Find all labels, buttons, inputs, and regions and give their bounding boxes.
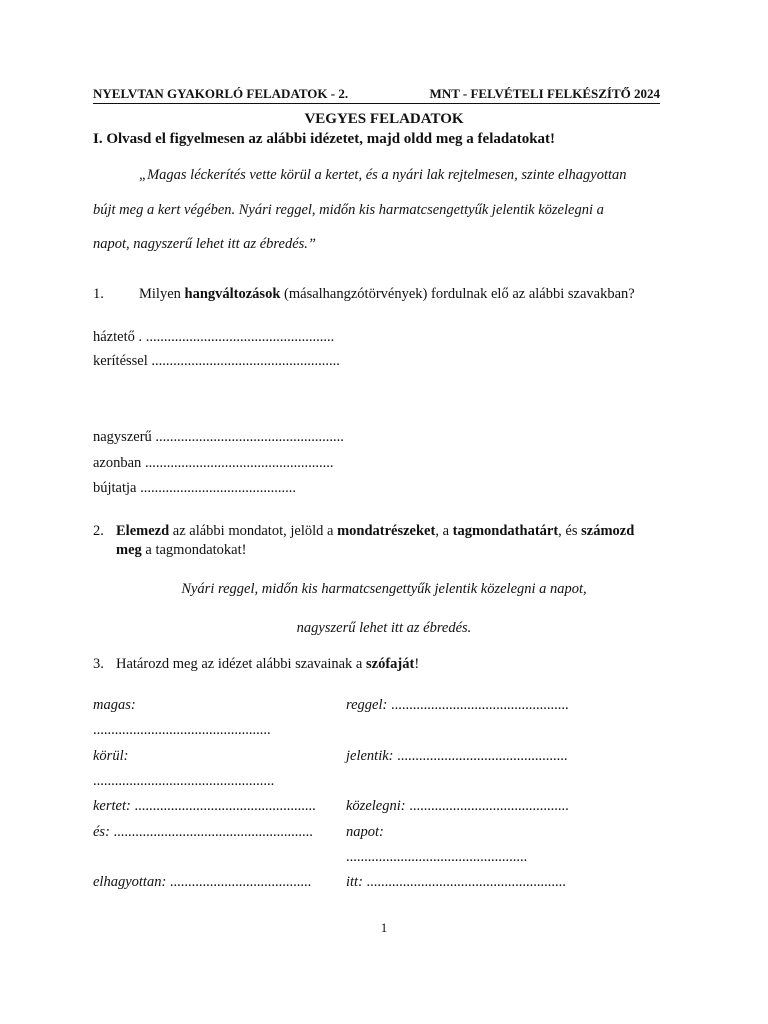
q3-number: 3. xyxy=(93,656,104,672)
q3-word-label: itt: xyxy=(346,874,367,890)
q3-text xyxy=(116,656,419,673)
q2-number: 2. xyxy=(93,523,104,539)
q3-word-label: közelegni: xyxy=(346,798,410,814)
q3-word-label: körül: xyxy=(93,748,129,764)
q3-word-label: jelentik: xyxy=(346,748,398,764)
q3-word-elhagyottan xyxy=(93,874,311,891)
page-number: 1 xyxy=(380,920,388,935)
q3-word-label: reggel: xyxy=(346,697,391,713)
q1-text-bold: hangváltozások xyxy=(184,286,281,302)
q3-word-label: magas: xyxy=(93,697,136,713)
q2-text-line2 xyxy=(116,542,246,559)
q3-text-bold: szófaját xyxy=(366,656,415,672)
header-right: MNT - FELVÉTELI FELKÉSZÍTŐ 2024 xyxy=(429,86,660,101)
q3-text-pre: Határozd meg az idézet alábbi szavainak a xyxy=(116,656,366,672)
answer-dots[interactable]: .................................................... xyxy=(145,329,335,345)
task-instruction: I. Olvasd el figyelmesen az alábbi idézetet, majd oldd meg a feladatokat! xyxy=(93,131,556,147)
answer-dots[interactable]: ........................................... xyxy=(140,480,296,496)
q2-bold: Elemezd xyxy=(116,523,170,539)
q3-word-korul xyxy=(93,748,128,765)
answer-dots[interactable]: .................................................. xyxy=(134,798,316,814)
answer-dots[interactable]: ............................................... xyxy=(397,748,568,764)
answer-dots[interactable]: ................................................. xyxy=(93,722,271,738)
q3-word-label: elhagyottan: xyxy=(93,874,170,890)
q1-text-post: (másalhangzótörvények) fordulnak elő az alábbi szavakban? xyxy=(280,286,635,302)
q2-text: , a xyxy=(435,523,453,539)
q3-text-post: ! xyxy=(414,656,420,672)
page-title: VEGYES FELADATOK xyxy=(304,111,464,127)
q1-text xyxy=(139,286,635,303)
q1-word-label: kerítéssel xyxy=(93,353,152,369)
answer-dots[interactable]: .................................................... xyxy=(151,353,340,369)
answer-dots[interactable]: .................................................... xyxy=(155,429,344,445)
answer-dots[interactable]: ....................................................... xyxy=(113,824,313,840)
q1-text-pre: Milyen xyxy=(139,286,185,302)
answer-dots[interactable]: ....................................... xyxy=(169,874,312,890)
q3-word-napot xyxy=(346,824,384,841)
q1-word-label: azonban xyxy=(93,455,145,471)
answer-dots[interactable]: .................................................. xyxy=(93,773,275,789)
answer-dots[interactable]: .................................................. xyxy=(346,849,528,865)
q2-text-line1 xyxy=(116,523,634,540)
q3-word-jelentik xyxy=(346,748,568,765)
quote-line-3: napot, nagyszerű lehet itt az ébredés.” xyxy=(93,236,316,252)
q1-word-label: bújtatja xyxy=(93,480,141,496)
q3-word-reggel xyxy=(346,697,569,714)
q2-bold: tagmondathatárt xyxy=(452,523,559,539)
q2-bold: mondatrészeket xyxy=(337,523,436,539)
q3-word-kertet xyxy=(93,798,316,815)
page-header xyxy=(93,86,660,104)
q1-word-label: nagyszerű xyxy=(93,429,156,445)
q3-word-kozelegni xyxy=(346,798,569,815)
q3-word-label: kertet: xyxy=(93,798,135,814)
q1-word-bujtatja xyxy=(93,480,296,497)
q1-word-azonban xyxy=(93,455,333,472)
q2-text: az alábbi mondatot, jelöld a xyxy=(169,523,338,539)
quote-line-1: „Magas léckerítés vette körül a kertet, és a nyári lak rejtelmesen, szinte elhagyottan xyxy=(139,167,627,183)
header-left: NYELVTAN GYAKORLÓ FELADATOK - 2. xyxy=(93,86,349,101)
answer-dots[interactable]: .................................................... xyxy=(144,455,334,471)
q2-sentence-line-2: nagyszerű lehet itt az ébredés. xyxy=(296,620,472,636)
q1-word-hazteto xyxy=(93,329,334,346)
q3-word-es xyxy=(93,824,313,841)
q1-word-kerites xyxy=(93,353,340,370)
q3-word-magas xyxy=(93,697,136,714)
q1-number: 1. xyxy=(93,286,104,302)
q1-word-label: háztető . xyxy=(93,329,146,345)
q3-word-label: napot: xyxy=(346,824,384,840)
q2-text: a tagmondatokat! xyxy=(141,542,247,558)
q1-word-nagyszeru xyxy=(93,429,344,446)
answer-dots[interactable]: ................................................. xyxy=(390,697,569,713)
q2-bold: meg xyxy=(116,542,142,558)
answer-dots[interactable]: ....................................................... xyxy=(366,874,566,890)
q2-text: , és xyxy=(558,523,582,539)
q3-word-itt xyxy=(346,874,566,891)
q2-sentence-line-1: Nyári reggel, midőn kis harmatcsengettyűk jelentik közelegni a napot, xyxy=(181,581,587,597)
q3-word-label: és: xyxy=(93,824,114,840)
quote-line-2: bújt meg a kert végében. Nyári reggel, midőn kis harmatcsengettyűk jelentik közelegni a xyxy=(93,202,604,218)
answer-dots[interactable]: ............................................ xyxy=(409,798,569,814)
q2-bold: számozd xyxy=(581,523,635,539)
